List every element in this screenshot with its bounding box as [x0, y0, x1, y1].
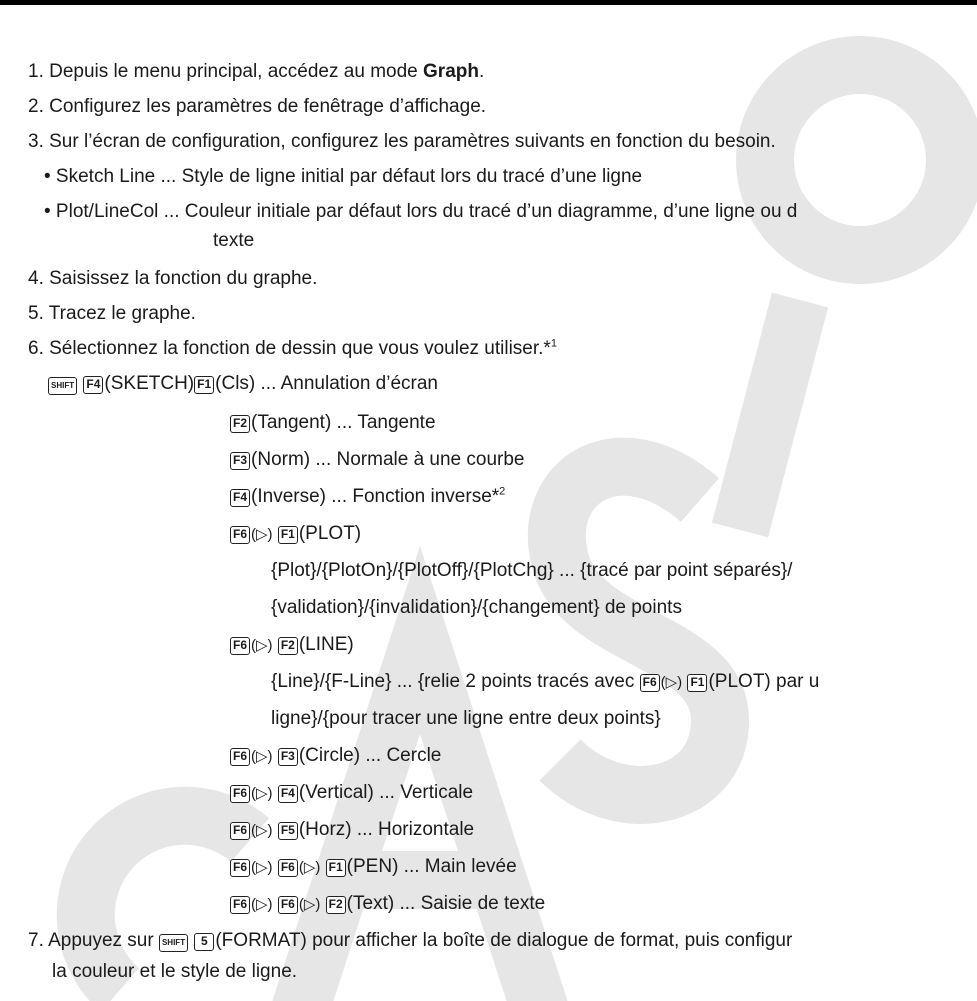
f5-key: F5 — [278, 822, 298, 840]
f6-key: F6 — [230, 526, 250, 544]
step-2: 2. Configurez les paramètres de fenêtrage d’affichage. — [28, 96, 487, 117]
f1-key: F1 — [687, 674, 707, 692]
f1-key: F1 — [194, 376, 214, 394]
footnote-2: 2 — [499, 485, 506, 498]
shift-key: SHIFT — [159, 934, 188, 952]
step-4: 4. Saisissez la fonction du graphe. — [28, 268, 318, 289]
f2-key: F2 — [230, 415, 250, 433]
f2-key: F2 — [278, 637, 298, 655]
f6-key: F6 — [278, 896, 298, 914]
circle-row: F6 (▷) F3 (Circle) ... Cercle — [230, 744, 441, 768]
plot-description-2: {validation}/{invalidation}/{changement} de points — [271, 597, 682, 618]
f1-key: F1 — [326, 859, 346, 877]
f4-key: F4 — [83, 376, 103, 394]
vertical-row: F6 (▷) F4 (Vertical) ... Verticale — [230, 781, 473, 805]
five-key: 5 — [194, 933, 214, 951]
f2-key: F2 — [326, 896, 346, 914]
plot-description-1: {Plot}/{PlotOn}/{PlotOff}/{PlotChg} ... {tracé par point séparés}/ — [271, 560, 793, 581]
f6-key: F6 — [230, 637, 250, 655]
step-3: 3. Sur l’écran de configuration, configurez les paramètres suivants en fonction du besoin. — [28, 131, 776, 152]
inverse-row: F4 (Inverse) ... Fonction inverse*$^2$ — [230, 485, 505, 509]
horz-row: F6 (▷) F5 (Horz) ... Horizontale — [230, 818, 474, 842]
tangent-row: F2 (Tangent) ... Tangente — [230, 411, 436, 435]
line-description-1: {Line}/{F-Line} ... {relie 2 points tracés avec F6 (▷) F1 (PLOT) par u — [271, 671, 820, 692]
step-3-bullet-sketch-line: • Sketch Line ... Style de ligne initial par défaut lors du tracé d’une ligne — [44, 166, 643, 187]
norm-row: F3 (Norm) ... Normale à une courbe — [230, 448, 525, 472]
f6-key: F6 — [640, 674, 660, 692]
step-3-bullet-continuation: texte — [213, 230, 255, 251]
step-5: 5. Tracez le graphe. — [28, 303, 196, 324]
f6-key: F6 — [230, 748, 250, 766]
sketch-cls-row: SHIFT F4 (SKETCH) F1 (Cls) ... Annulation d’écran — [48, 372, 438, 396]
f6-key: F6 — [278, 859, 298, 877]
f1-key: F1 — [278, 526, 298, 544]
step-7: 7. Appuyez sur SHIFT 5 (FORMAT) pour afficher la boîte de dialogue de format, puis configur — [28, 930, 793, 951]
footnote-1: 1 — [550, 337, 557, 350]
f6-key: F6 — [230, 822, 250, 840]
f6-key: F6 — [230, 896, 250, 914]
line-description-2: ligne}/{pour tracer une ligne entre deux points} — [271, 708, 661, 729]
graph-mode-label: Graph — [423, 61, 479, 82]
f4-key: F4 — [230, 489, 250, 507]
pen-row: F6 (▷) F6 (▷) F1 (PEN) ... Main levée — [230, 855, 517, 879]
plot-row: F6 (▷) F1 (PLOT) — [230, 522, 361, 546]
f3-key: F3 — [230, 452, 250, 470]
step-1: 1. Depuis le menu principal, accédez au mode Graph. — [28, 61, 485, 82]
f3-key: F3 — [278, 748, 298, 766]
step-7-continuation: la couleur et le style de ligne. — [52, 961, 298, 982]
step-3-bullet-plot-linecol: • Plot/LineCol ... Couleur initiale par défaut lors du tracé d’un diagramme, d’une ligne ou d — [44, 201, 798, 222]
f6-key: F6 — [230, 785, 250, 803]
top-rule — [0, 0, 977, 5]
f4-key: F4 — [278, 785, 298, 803]
f6-key: F6 — [230, 859, 250, 877]
step-6: 6. Sélectionnez la fonction de dessin que vous voulez utiliser.*$^1$ — [28, 337, 557, 359]
shift-key: SHIFT — [48, 377, 77, 395]
text-row: F6 (▷) F6 (▷) F2 (Text) ... Saisie de texte — [230, 892, 545, 916]
line-row: F6 (▷) F2 (LINE) — [230, 633, 354, 657]
